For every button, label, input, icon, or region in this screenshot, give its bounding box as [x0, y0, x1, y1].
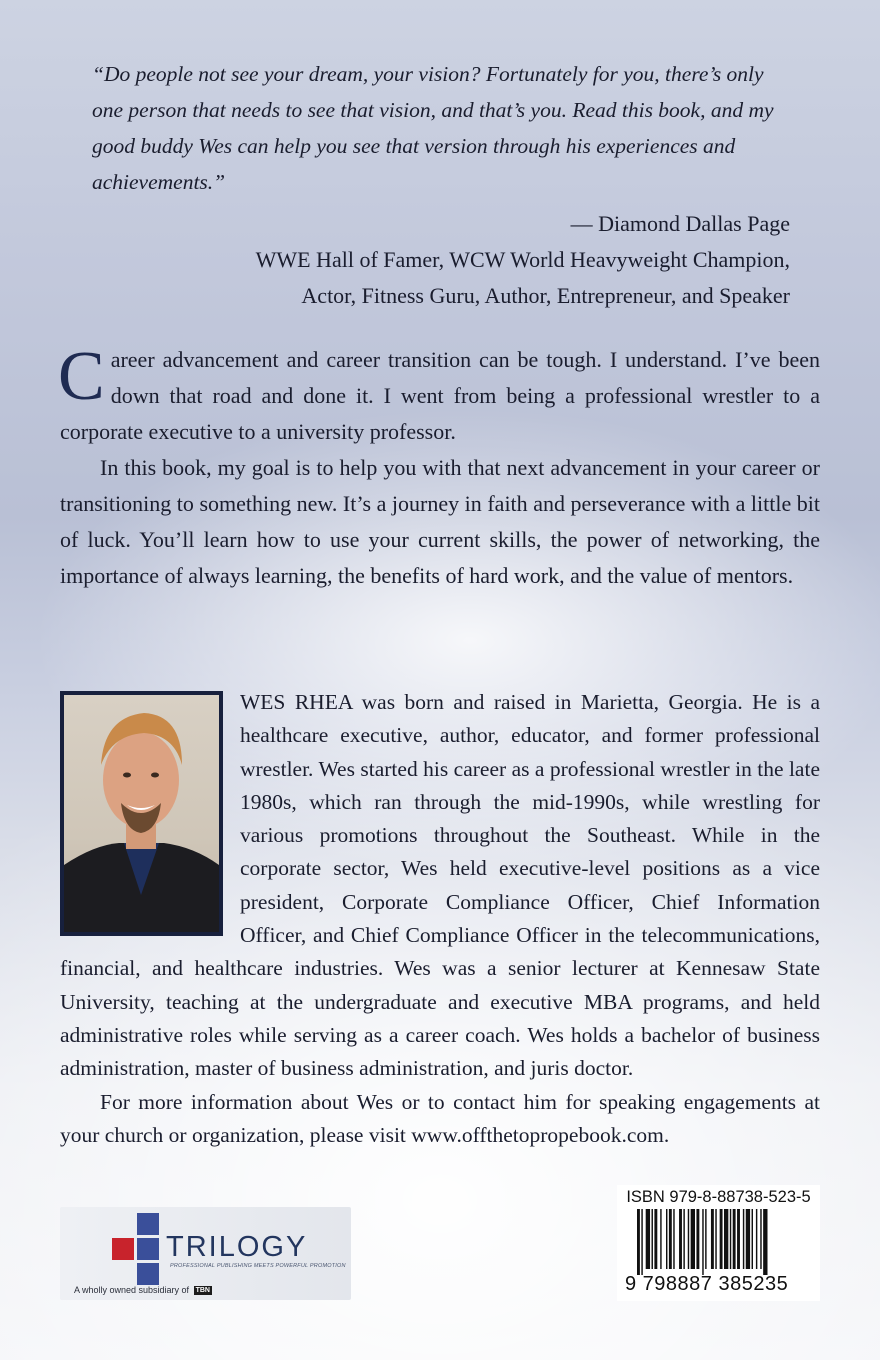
description-paragraph-1-text: areer advancement and career transition can be tough. I understand. I’ve been down that road and done it. I went from being a professional wrestler to a corporate executive to a university professor. — [60, 347, 820, 444]
publisher-subsidiary-note — [74, 1285, 212, 1295]
trilogy-cross-icon — [110, 1213, 164, 1285]
endorser-credentials-2: Actor, Fitness Guru, Author, Entrepreneur, and Speaker — [301, 283, 790, 308]
endorser-credentials-1: WWE Hall of Famer, WCW World Heavyweight Champion, — [255, 247, 790, 272]
endorser-name: — Diamond Dallas Page — [570, 211, 790, 236]
endorsement-attribution — [70, 206, 790, 314]
publisher-tagline: PROFESSIONAL PUBLISHING MEETS POWERFUL PROMOTION — [170, 1263, 346, 1269]
isbn-label: ISBN 979-8-88738-523-5 — [626, 1188, 811, 1206]
subsidiary-text: A wholly owned subsidiary of — [74, 1285, 190, 1295]
publisher-name: TRILOGY — [166, 1231, 308, 1263]
author-portrait-image — [64, 695, 219, 932]
isbn-digits: 9 798887 385235 — [625, 1273, 789, 1295]
description-paragraph-1 — [58, 338, 820, 450]
isbn-barcode — [617, 1185, 820, 1301]
tbn-logo: TBN — [195, 1287, 210, 1294]
publisher-logo — [60, 1207, 351, 1300]
author-photo — [60, 691, 223, 936]
book-description — [58, 338, 820, 594]
author-bio-paragraph: WES RHEA was born and raised in Marietta, Georgia. He is a healthcare executive, author, educator, and former professional wrestler. Wes started his career as a professional wrestler in the late 1980s, which ran through the mid-1990s, while wrestling for various promotions throughout the Southeast. While in the corporate sector, Wes held executive-level positions as a vice president, Corporate Compliance Officer, Chief Information Officer, and Chief Compliance Officer in the telecommunications, financial, and healthcare industries. Wes was a senior lecturer at Kennesaw State University, teaching at the undergraduate and executive MBA programs, and held administrative roles while serving as a career coach. Wes holds a bachelor of business administration, master of business administration, and juris doctor. — [60, 690, 820, 1081]
endorsement-quote: “Do people not see your dream, your vision? Fortunately for you, there’s only one person that needs to see that vision, and that’s you. Read this book, and my good buddy Wes can help you see that version through his experiences and achievements.” — [92, 62, 774, 194]
drop-cap: C — [58, 338, 105, 415]
author-contact-paragraph: For more information about Wes or to contact him for speaking engagements at your church or organization, please visit www.offthetopropebook.com. — [60, 1089, 820, 1147]
description-paragraph-2: In this book, my goal is to help you with that next advancement in your career or transitioning to something new. It’s a journey in faith and perseverance with a little bit of luck. You’ll learn how to use your current skills, the power of networking, the importance of always learning, the benefits of hard work, and the value of mentors. — [60, 455, 820, 588]
barcode-bars — [637, 1209, 807, 1275]
